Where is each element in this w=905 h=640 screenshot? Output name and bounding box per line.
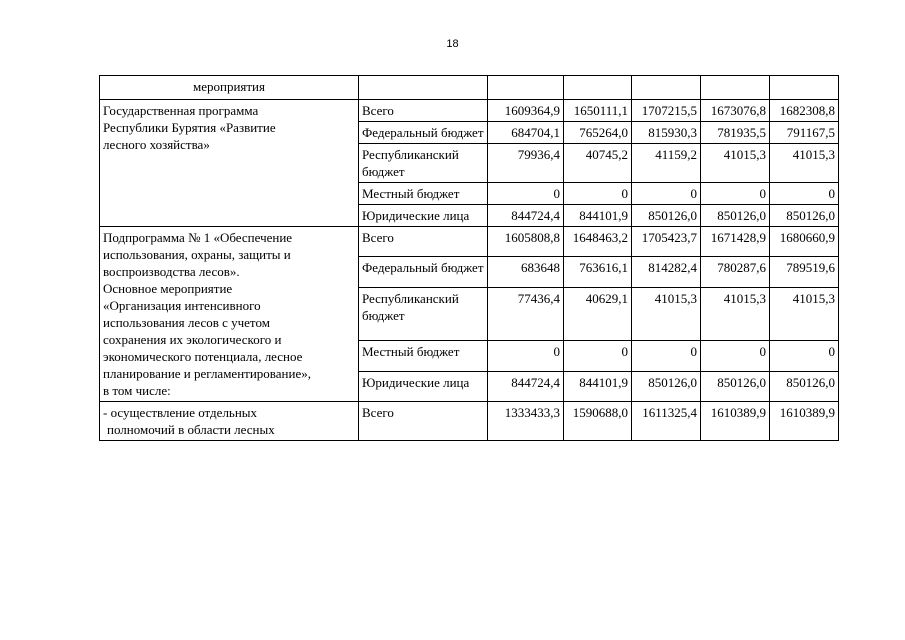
amount-cell: 41159,2 — [632, 144, 701, 183]
program-name-line: планирование и регламентирование», — [103, 366, 311, 381]
amount-cell: 40745,2 — [564, 144, 632, 183]
amount-cell: 1650111,1 — [564, 100, 632, 122]
amount-cell: 40629,1 — [564, 287, 632, 341]
amount-cell: 1673076,8 — [701, 100, 770, 122]
amount-cell: 1609364,9 — [488, 100, 564, 122]
funding-source-cell: Юридические лица — [359, 371, 488, 401]
program-name-line: Подпрограмма № 1 «Обеспечение — [103, 230, 293, 245]
program-name-cell — [100, 100, 359, 227]
header-cell-empty — [701, 76, 770, 100]
amount-cell: 1680660,9 — [770, 227, 839, 257]
header-cell-empty — [488, 76, 564, 100]
amount-cell: 850126,0 — [632, 205, 701, 227]
funding-source-cell: Всего — [359, 100, 488, 122]
amount-cell: 844101,9 — [564, 205, 632, 227]
amount-cell: 765264,0 — [564, 122, 632, 144]
amount-cell: 850126,0 — [701, 205, 770, 227]
header-cell-empty — [632, 76, 701, 100]
amount-cell: 1610389,9 — [701, 402, 770, 441]
amount-cell: 1707215,5 — [632, 100, 701, 122]
header-cell-empty — [770, 76, 839, 100]
amount-cell: 1682308,8 — [770, 100, 839, 122]
amount-cell: 0 — [488, 183, 564, 205]
table-header-row — [100, 76, 839, 100]
funding-source-cell: Местный бюджет — [359, 183, 488, 205]
amount-cell: 781935,5 — [701, 122, 770, 144]
amount-cell: 0 — [770, 183, 839, 205]
amount-cell: 1611325,4 — [632, 402, 701, 441]
program-name-line: Основное мероприятие — [103, 281, 233, 296]
table-row — [100, 402, 839, 441]
amount-cell: 780287,6 — [701, 257, 770, 287]
program-name-line: использования лесов с учетом — [103, 315, 270, 330]
table-row — [100, 100, 839, 122]
amount-cell: 814282,4 — [632, 257, 701, 287]
amount-cell: 41015,3 — [770, 287, 839, 341]
amount-cell: 0 — [701, 183, 770, 205]
amount-cell: 844724,4 — [488, 371, 564, 401]
amount-cell: 0 — [564, 341, 632, 371]
program-name-line: полномочий в области лесных — [107, 422, 275, 437]
table-row — [100, 227, 839, 257]
amount-cell: 79936,4 — [488, 144, 564, 183]
amount-cell: 850126,0 — [701, 371, 770, 401]
program-name-line: экономического потенциала, лесное — [103, 349, 303, 364]
program-name-line: использования, охраны, защиты и — [103, 247, 291, 262]
amount-cell: 41015,3 — [632, 287, 701, 341]
program-name-line: лесного хозяйства» — [103, 137, 210, 152]
amount-cell: 0 — [632, 341, 701, 371]
program-name-line: сохранения их экологического и — [103, 332, 282, 347]
header-cell-empty — [564, 76, 632, 100]
amount-cell: 844724,4 — [488, 205, 564, 227]
program-name-line: Государственная программа — [103, 103, 259, 118]
amount-cell: 1705423,7 — [632, 227, 701, 257]
amount-cell: 791167,5 — [770, 122, 839, 144]
program-name-line: «Организация интенсивного — [103, 298, 261, 313]
program-name-cell — [100, 227, 359, 402]
program-name-line: воспроизводства лесов». — [103, 264, 240, 279]
amount-cell: 1648463,2 — [564, 227, 632, 257]
amount-cell: 1590688,0 — [564, 402, 632, 441]
program-name-line: Республики Бурятия «Развитие — [103, 120, 276, 135]
funding-source-cell: Всего — [359, 227, 488, 257]
funding-source-cell: Федеральный бюджет — [359, 257, 488, 287]
amount-cell: 844101,9 — [564, 371, 632, 401]
amount-cell: 850126,0 — [770, 205, 839, 227]
amount-cell: 41015,3 — [770, 144, 839, 183]
amount-cell: 0 — [770, 341, 839, 371]
page-number: 18 — [446, 38, 459, 50]
budget-table — [99, 75, 839, 441]
amount-cell: 850126,0 — [632, 371, 701, 401]
amount-cell: 41015,3 — [701, 144, 770, 183]
amount-cell: 763616,1 — [564, 257, 632, 287]
amount-cell: 0 — [488, 341, 564, 371]
amount-cell: 77436,4 — [488, 287, 564, 341]
amount-cell: 1333433,3 — [488, 402, 564, 441]
funding-source-cell: Федеральный бюджет — [359, 122, 488, 144]
amount-cell: 1671428,9 — [701, 227, 770, 257]
amount-cell: 850126,0 — [770, 371, 839, 401]
header-cell-measures: мероприятия — [100, 76, 359, 100]
amount-cell: 683648 — [488, 257, 564, 287]
amount-cell: 789519,6 — [770, 257, 839, 287]
amount-cell: 684704,1 — [488, 122, 564, 144]
amount-cell: 0 — [701, 341, 770, 371]
funding-source-cell: Местный бюджет — [359, 341, 488, 371]
program-name-line: - осуществление отдельных — [103, 405, 258, 420]
funding-source-cell: Республиканский бюджет — [359, 287, 488, 341]
amount-cell: 1605808,8 — [488, 227, 564, 257]
program-name-line: в том числе: — [103, 383, 171, 398]
header-cell-empty — [359, 76, 488, 100]
funding-source-cell: Всего — [359, 402, 488, 441]
amount-cell: 0 — [632, 183, 701, 205]
funding-source-cell: Республиканский бюджет — [359, 144, 488, 183]
amount-cell: 1610389,9 — [770, 402, 839, 441]
amount-cell: 41015,3 — [701, 287, 770, 341]
funding-source-cell: Юридические лица — [359, 205, 488, 227]
program-name-cell — [100, 402, 359, 441]
budget-table-body — [100, 76, 839, 441]
amount-cell: 0 — [564, 183, 632, 205]
amount-cell: 815930,3 — [632, 122, 701, 144]
